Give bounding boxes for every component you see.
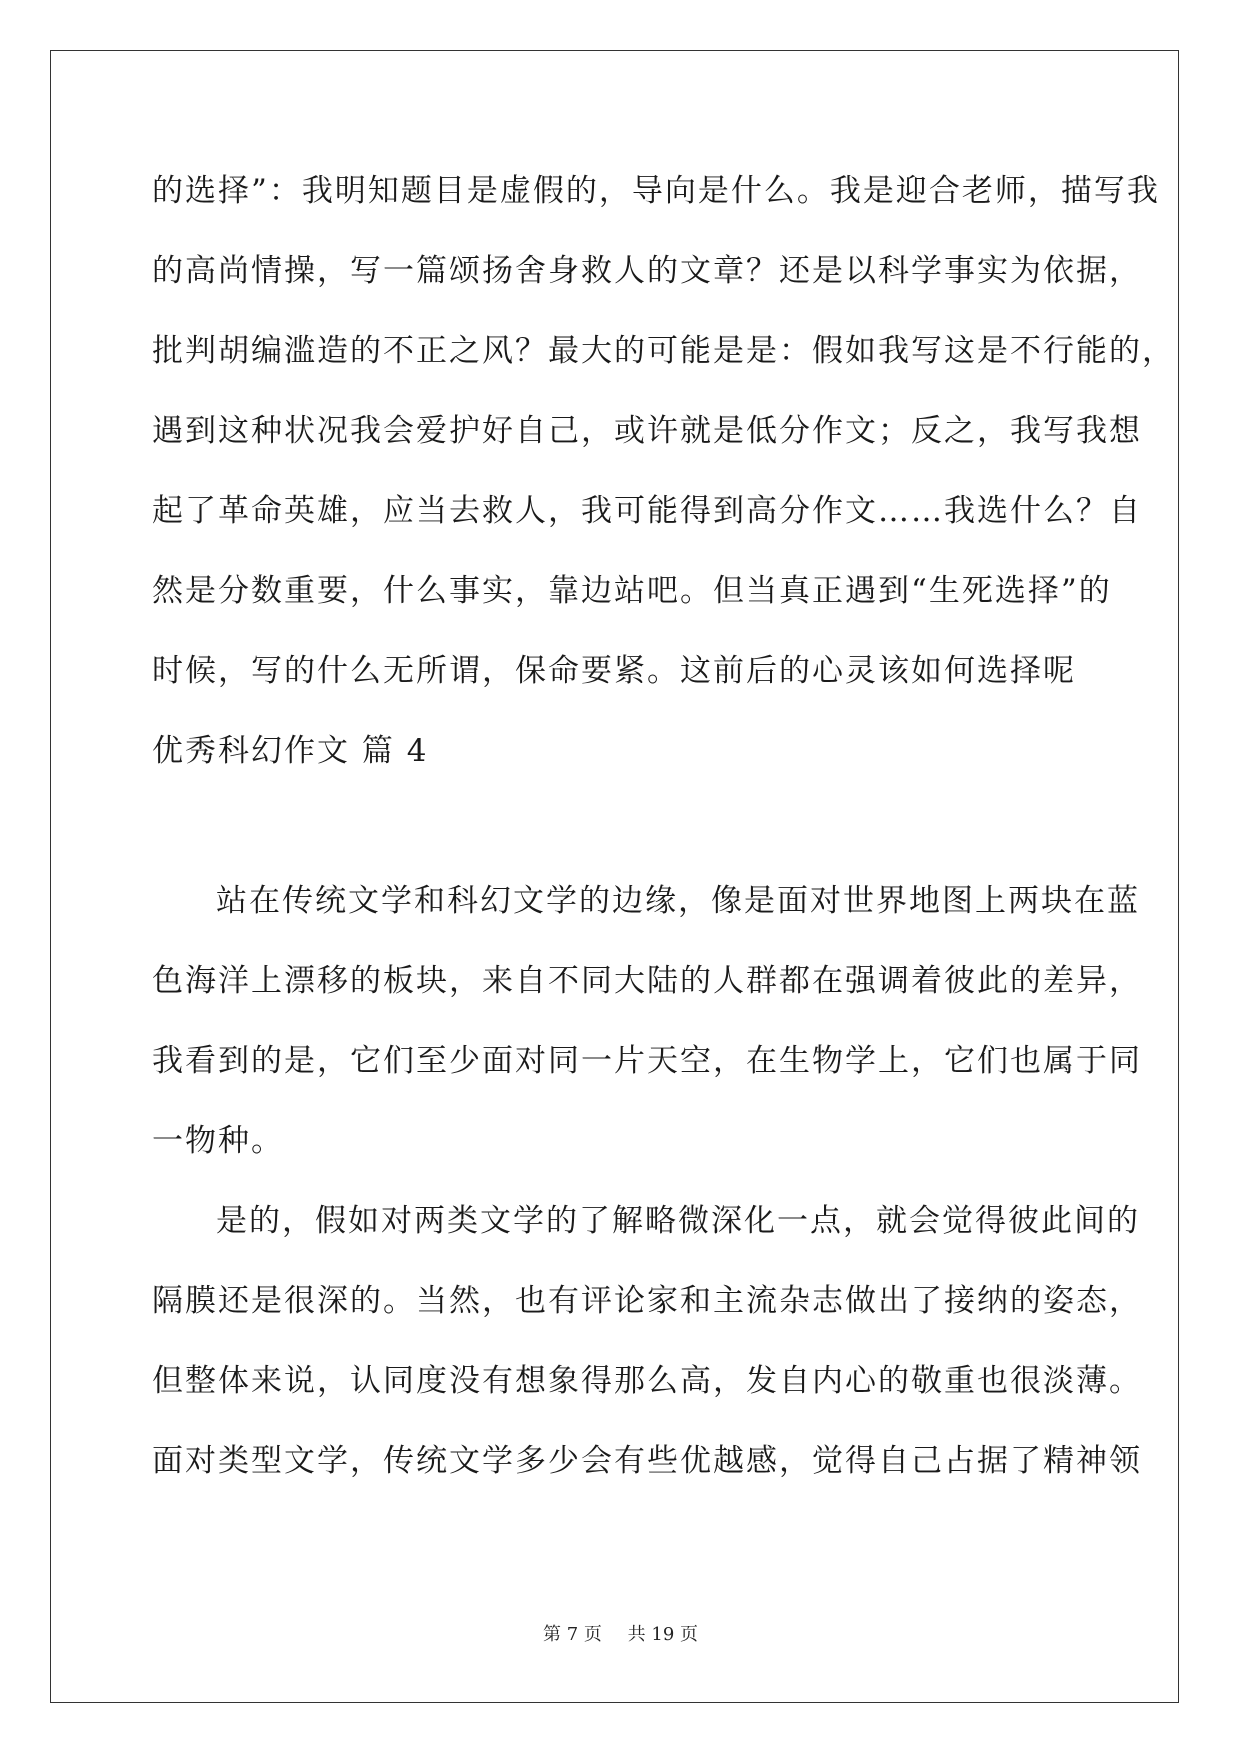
paragraph-1-line: 一物种。 [152, 1123, 284, 1159]
paragraph-1-line: 我看到的是，它们至少面对同一片天空，在生物学上，它们也属于同 [152, 1043, 1142, 1079]
page-number: 第 7 页 [543, 1624, 602, 1645]
text-line: 时候，写的什么无所谓，保命要紧。这前后的心灵该如何选择呢 [152, 653, 1076, 689]
text-line: 然是分数重要，什么事实，靠边站吧。但当真正遇到“生死选择”的 [152, 573, 1112, 609]
text-line: 的选择”：我明知题目是虚假的，导向是什么。我是迎合老师，描写我 [152, 173, 1160, 209]
page-total: 共 19 页 [627, 1624, 698, 1645]
paragraph-2-line: 但整体来说，认同度没有想象得那么高，发自内心的敬重也很淡薄。 [152, 1363, 1142, 1399]
paragraph-2-line: 是的，假如对两类文学的了解略微深化一点，就会觉得彼此间的 [216, 1203, 1140, 1239]
paragraph-2-line: 面对类型文学，传统文学多少会有些优越感，觉得自己占据了精神领 [152, 1443, 1142, 1479]
paragraph-1-line: 站在传统文学和科幻文学的边缘，像是面对世界地图上两块在蓝 [216, 883, 1140, 919]
text-line: 批判胡编滥造的不正之风？最大的可能是是：假如我写这是不行能的， [152, 333, 1175, 369]
text-line: 起了革命英雄，应当去救人，我可能得到高分作文……我选什么？自 [152, 493, 1142, 529]
section-heading: 优秀科幻作文 篇 4 [152, 733, 429, 769]
paragraph-2-line: 隔膜还是很深的。当然，也有评论家和主流杂志做出了接纳的姿态， [152, 1283, 1142, 1319]
paragraph-1-line: 色海洋上漂移的板块，来自不同大陆的人群都在强调着彼此的差异， [152, 963, 1142, 999]
text-line: 遇到这种状况我会爱护好自己，或许就是低分作文；反之，我写我想 [152, 413, 1142, 449]
section-spacer [152, 782, 1092, 870]
page-footer [0, 1620, 1241, 1646]
document-body [152, 160, 1175, 1510]
text-line: 的高尚情操，写一篇颂扬舍身救人的文章？还是以科学事实为依据， [152, 253, 1142, 289]
